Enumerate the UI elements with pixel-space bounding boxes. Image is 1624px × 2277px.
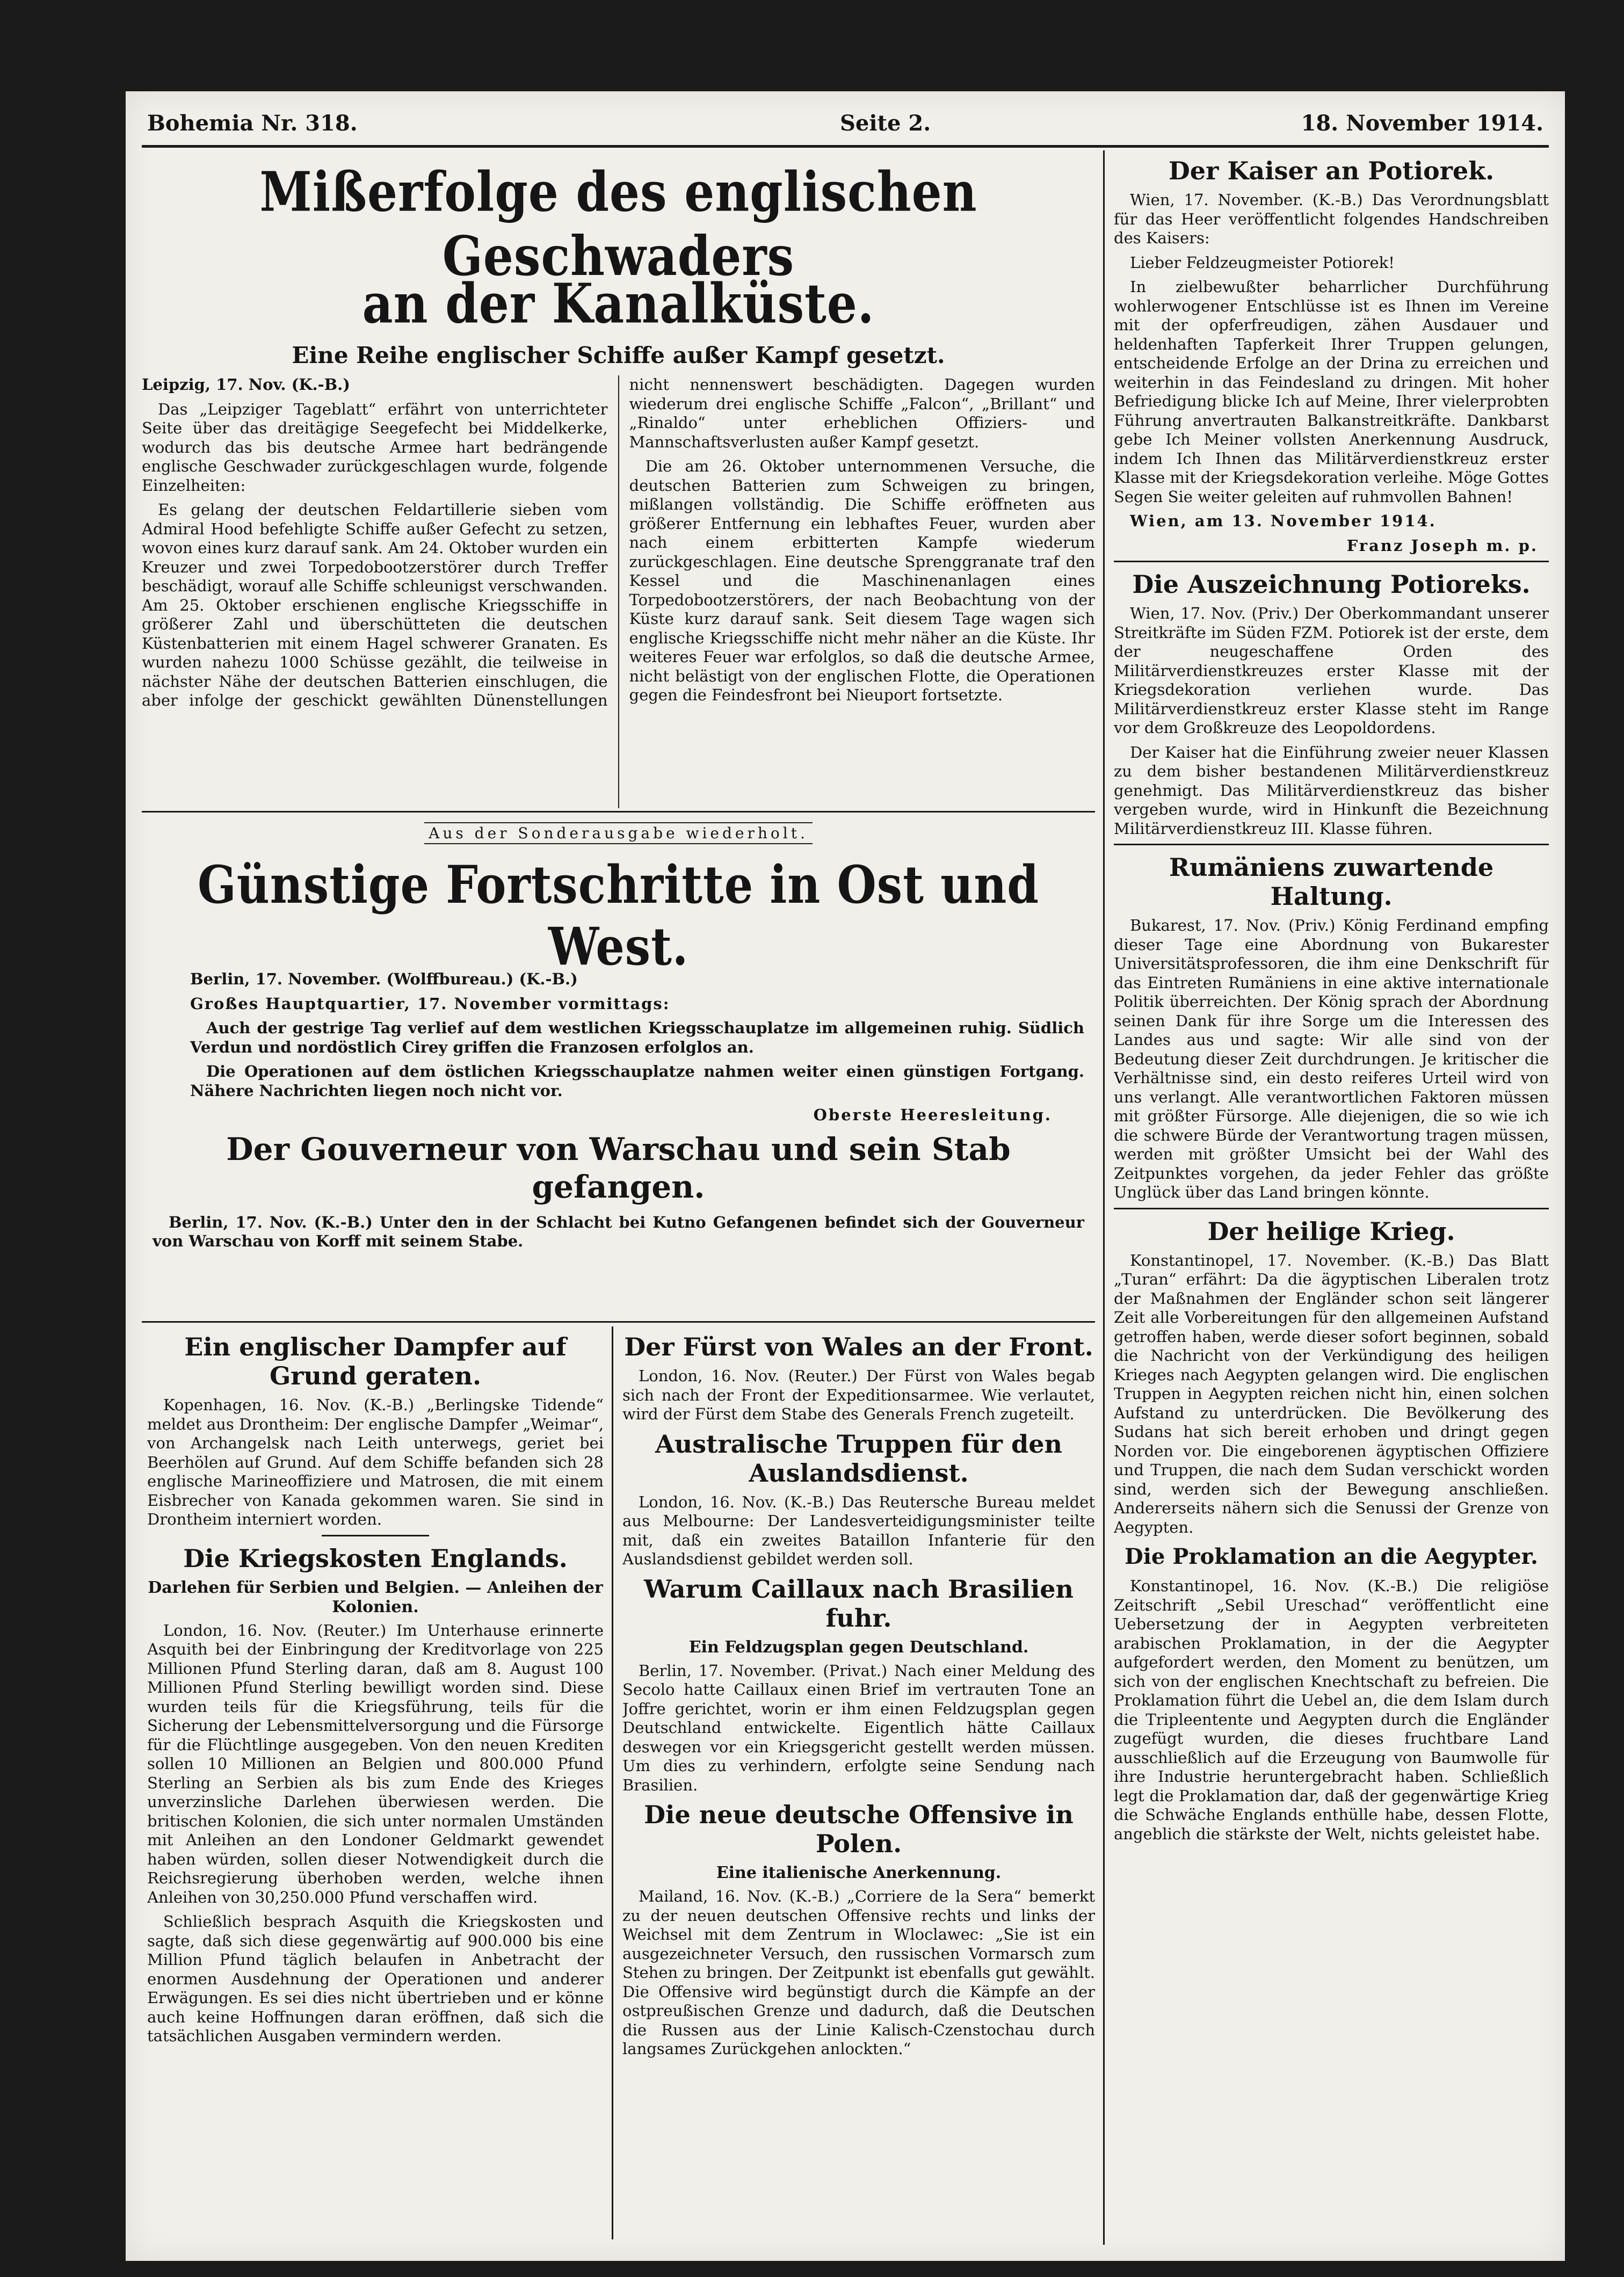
lead-paragraph-3: Die am 26. Oktober unternommenen Versuche, die deutschen Batterien zum Schweigen zu bringen, mißlangen vollständig. Die Schiffe eröffneten aus größerer Entfernung ein lebhaftes Feuer, wurden aber nach einem erbitterten Kampfe wiederum zurückgeschlagen. Eine deutsche Sprenggranate traf den Kessel und die Maschinenanlagen eines Torpedobootzerstörers, der nach Beobachtung von der Küste kurz darauf sank. Seit diesem Tage wagen sich englische Kriegsschiffe nicht mehr näher an die Küste. Ihr weiteres Feuer war erfolglos, so daß die deutsche Armee, nicht belästigt von der englischen Flotte, die Operationen gegen die Feindesfront bei Nieuport fortsetzte. bbox=[629, 457, 1095, 704]
kaiser-letter: In zielbewußter beharrlicher Durchführung wohlerwogener Entschlüsse ist es Ihnen im Vereine mit der opferfreudigen, zähen Ausdauer und heldenhaften Tapferkeit Ihrer Truppen gelungen, entscheidende Erfolge an der Drina zu erreichen und weiterhin in das Feindesland zu dringen. Mit hoher Befriedigung blicke Ich auf Meine, Ihrer vielerprobten Führung anvertrauten Balkanstreitkräfte. Dankbarst gebe Ich Meiner vollsten Anerkennung Ausdruck, indem Ich Ihnen das Militärverdienstkreuz erster Klasse mit der Kriegsdekoration verleihe. Möge Gottes Segen Sie weiter geleiten auf ruhmvollen Bahnen! bbox=[1114, 278, 1549, 506]
dampfer-text: Kopenhagen, 16. Nov. (K.-B.) „Berlingske Tidende“ meldet aus Drontheim: Der englische Dampfer „Weimar“, von Archangelsk nach Leith unterwegs, geriet bei Beerhölen auf Grund. Auf dem Schiffe befanden sich 28 englische Marineoffiziere und Matrosen, die mit einem Eisbrecher von Kanada gekommen waren. Sie sind in Drontheim interniert worden. bbox=[147, 1396, 604, 1528]
lead-headline-line1: Mißerfolge des englischen Geschwaders bbox=[259, 159, 977, 288]
lead-dateline: Leipzig, 17. Nov. (K.-B.) bbox=[142, 375, 351, 394]
special-paragraph-2: Die Operationen auf dem östlichen Kriegsschauplatze nahmen weiter einen günstigen Fortgang. Nähere Nachrichten liegen noch nicht vor. bbox=[190, 1062, 1084, 1100]
column-divider-right bbox=[1103, 150, 1105, 2245]
kriegskosten-paragraph-1: London, 16. Nov. (Reuter.) Im Unterhause erinnerte Asquith bei der Einbringung der Kreditvorlage von 225 Millionen Pfund Sterling daran, daß am 8. August 100 Millionen Pfund Sterling bewilligt worden sind. Diese wurden teils für die Kriegsführung, teils für die Sicherung der Lebensmittelversorgung und die Fürsorge für die Flüchtlinge ausgegeben. Von den neuen Krediten sollen 10 Millionen an Belgien und 800.000 Pfund Sterling an Serbien als bis zum Ende des Krieges unverzinsliche Darlehen überwiesen werden. Die britischen Kolonien, die sich unter normalen Umständen mit Anleihen an den Londoner Geldmarkt gewendet haben würden, sollen dieser Notwendigkeit durch die Reichsregierung überhoben werden, welche ihnen Anleihen von 30,250.000 Pfund verschaffen wird. bbox=[147, 1621, 604, 1906]
kriegskosten-paragraph-2: Schließlich besprach Asquith die Kriegskosten und sagte, daß sich diese gegenwärtig auf 900.000 bis eine Million Pfund täglich belaufen in Anbetracht der enormen Ausdehnung der Operationen und anderer Erwägungen. Es sei dies nicht übertrieben und er könne auch keine Hoffnungen daran eröffnen, daß sich die tatsächlichen Ausgaben vermindern werden. bbox=[147, 1912, 604, 2045]
dampfer-headline: Ein englischer Dampfer auf Grund geraten. bbox=[184, 1332, 567, 1390]
heiliger-krieg-text: Konstantinopel, 17. November. (K.-B.) Das Blatt „Turan“ erfährt: Da die ägyptischen Liberalen trotz der Maßnahmen der Engländer schon seit längerer Zeit alle Vorbereitungen für den allgemeinen Aufstand getroffen haben, werde dieser sofort beginnen, sobald die Nachricht von der Verkündigung des heiligen Krieges nach Aegypten gelangen wird. Die englischen Truppen in Aegypten reichen nicht hin, einen solchen Aufstand zu unterdrücken. Die Bevölkerung des Sudans hat sich bereit erhoben und dringt gegen Norden vor. Die eingeborenen ägyptischen Offiziere und Truppen, die nach dem Sudan verschickt worden sind, werden sich der Bewegung anschließen. Andererseits nähern sich die Senussi der Grenze von Aegypten. bbox=[1114, 1251, 1549, 1536]
caillaux-text: Berlin, 17. November. (Privat.) Nach einer Meldung des Secolo hatte Caillaux einen Brief im vertrauten Tone an Joffre gerichtet, worin er ihm einen Feldzugsplan gegen Deutschland entwickelte. Eigentlich hätte Caillaux deswegen vor ein Kriegsgericht gestellt werden müssen. Um dies zu verhindern, erfolgte seine Sendung nach Brasilien. bbox=[622, 1661, 1095, 1794]
auszeichnung-paragraph-1: Wien, 17. Nov. (Priv.) Der Oberkommandant unserer Streitkräfte im Süden FZM. Potiorek ist der erste, dem der neugeschaffene Orden des Militärverdienstkreuzes erster Klasse mit der Kriegsdekoration verliehen wurde. Das Militärverdienstkreuz erster Klasse steht im Range vor dem Großkreuze des Leopoldordens. bbox=[1114, 604, 1549, 737]
rumaenien-text: Bukarest, 17. Nov. (Priv.) König Ferdinand empfing dieser Tage eine Abordnung von Bukarester Universitätsprofessoren, die ihm eine Denkschrift für das Eintreten Rumäniens in eine aktive internationale Politik überreichten. Der König sprach der Abordnung seinen Dank für ihre Sorge um die Interessen des Landes aus und sagte: Wir alle sind von der Bedeutung dieser Zeit durchdrungen. Je kritischer die Verhältnisse sind, ein desto reiferes Urteil wird von uns verlangt. Alle verantwortlichen Faktoren müssen mit größter Fürsorge. Alle diejenigen, die so wie ich die schwere Bürde der Verantwortung tragen müssen, werden mit größter Umsicht bei der Wahl des Zeitpunktes vorgehen, da jeder Fehler das größte Unglück über das Land bringen könnte. bbox=[1114, 916, 1549, 1201]
issue-date: 18. November 1914. bbox=[1301, 111, 1543, 136]
rumaenien-headline: Rumäniens zuwartende Haltung. bbox=[1169, 853, 1494, 911]
special-signature: Oberste Heeresleitung. bbox=[813, 1106, 1052, 1124]
separator bbox=[1114, 1208, 1549, 1209]
kaiser-place-date: Wien, am 13. November 1914. bbox=[1130, 512, 1437, 530]
caillaux-subheadline: Ein Feldzugsplan gegen Deutschland. bbox=[688, 1637, 1029, 1657]
separator bbox=[1114, 561, 1549, 562]
offensive-subheadline: Eine italienische Anerkennung. bbox=[716, 1863, 1002, 1882]
offensive-text: Mailand, 16. Nov. (K.-B.) „Corriere de la Sera“ bemerkt zu der neuen deutschen Offensive rechts und links der Weichsel mit dem Zentrum in Wloclawec: „Sie ist ein ausgezeichneter Versuch, den russischen Vormarsch zum Stehen zu bringen. Der Zeitpunkt ist ebenfalls gut gewählt. Die Offensive wird begünstigt durch die Kämpfe an der ostpreußischen Grenze und dadurch, daß die Deutschen die Russen aus der Linie Kalisch-Czenstochau durch langsames Zurückgehen anlockten.“ bbox=[622, 1887, 1095, 2058]
special-edition bbox=[142, 819, 1095, 1313]
kaiser-signature: Franz Joseph m. p. bbox=[1346, 536, 1538, 555]
special-dateline: Berlin, 17. November. (Wolffbureau.) (K.-B.) bbox=[190, 970, 578, 988]
special-hq-line: Großes Hauptquartier, 17. November vormittags: bbox=[190, 994, 670, 1013]
special-paragraph-1: Auch der gestrige Tag verlief auf dem westlichen Kriegsschauplatze im allgemeinen ruhig. Südlich Verdun und nordöstlich Cirey griffen die Franzosen erfolglos an. bbox=[190, 1019, 1084, 1056]
wales-text: London, 16. Nov. (Reuter.) Der Fürst von Wales begab sich nach der Front der Expeditionsarmee. Wie verlautet, wird der Fürst dem Stabe des Generals French zugeteilt. bbox=[622, 1367, 1095, 1423]
kaiser-intro: Wien, 17. November. (K.-B.) Das Verordnungsblatt für das Heer veröffentlicht folgendes Handschreiben des Kaisers: bbox=[1114, 191, 1549, 247]
special-edition-label: Aus der Sonderausgabe wiederholt. bbox=[424, 822, 813, 844]
offensive-headline: Die neue deutsche Offensive in Polen. bbox=[644, 1800, 1074, 1858]
caillaux-headline: Warum Caillaux nach Brasilien fuhr. bbox=[643, 1574, 1074, 1633]
governor-headline: Der Gouverneur von Warschau und sein Stab gefangen. bbox=[226, 1130, 1011, 1205]
lead-paragraph-2: Es gelang der deutschen Feldartillerie sieben vom Admiral Hood befehligte Schiffe außer Gefecht zu setzen, wovon eines kurz darauf sank. Am 24. Oktober wurden ein Kreuzer und zwei Torpedobootzerstörer durch Treffer beschädigt, worauf alle Schiffe schleunigst verschwanden. Am 25. Oktober erschienen englische Kriegsschiffe in größerer Zahl und überschütteten die deutschen Küstenbatterien mit einem Hagel schwerer Granaten. Es wurden nahezu 1000 Schüsse gezählt, die teilweise in nächster Nähe der deutschen Batterien einschlugen, die aber infolge der geschickt gewählten Dünenstellungen nicht nennenswert beschädigten. Dagegen wurden wiederum drei englische Schiffe „Falcon“, „Brillant“ und „Rinaldo“ unter erheblichen Offiziers- und Mannschaftsverlusten außer Kampf gesetzt. bbox=[142, 375, 1095, 709]
special-headline: Günstige Fortschritte in Ost und West. bbox=[197, 854, 1039, 977]
masthead-rule bbox=[142, 145, 1549, 148]
proklamation-text: Konstantinopel, 16. Nov. (K.-B.) Die religiöse Zeitschrift „Sebil Ureschad“ veröffentlicht eine Uebersetzung der in Aegypten verbreiteten arabischen Proklamation, in der die Aegypter aufgefordert werden, den Moment zu benützen, um sich von der englischen Knechtschaft zu befreien. Die Proklamation führt die Uebel an, die dem Islam durch die Tripleentente und Aegypten durch die Engländer zugefügt wurden, die dieses fruchtbare Land ausschließlich auf die Erzeugung von Baumwolle für ihre Industrie heruntergebracht haben. Schließlich legt die Proklamation dar, daß der gegenwärtige Krieg die Schwäche Englands enthülle habe, dessen Flotte, angeblich die stärkste der Welt, nichts geleistet habe. bbox=[1114, 1577, 1549, 1843]
column-a bbox=[147, 1329, 604, 2253]
auszeichnung-headline: Die Auszeichnung Potioreks. bbox=[1132, 570, 1531, 599]
newspaper-page bbox=[126, 91, 1565, 2261]
proklamation-headline: Die Proklamation an die Aegypter. bbox=[1125, 1544, 1538, 1569]
masthead bbox=[142, 106, 1549, 144]
australia-text: London, 16. Nov. (K.-B.) Das Reutersche Bureau meldet aus Melbourne: Der Landesverteidigungsminister teilte mit, daß ein zweites Bataillon Infanterie für den Auslandsdienst gebildet werden soll. bbox=[622, 1492, 1095, 1568]
lead-subheadline: Eine Reihe englischer Schiffe außer Kampf gesetzt. bbox=[292, 342, 945, 368]
column-c bbox=[1114, 153, 1549, 2247]
kaiser-headline: Der Kaiser an Potiorek. bbox=[1168, 156, 1495, 185]
column-b bbox=[622, 1329, 1095, 2253]
kriegskosten-headline: Die Kriegskosten Englands. bbox=[183, 1543, 568, 1573]
lead-story bbox=[142, 153, 1095, 808]
lead-headline-line2: an der Kanalküste. bbox=[362, 271, 875, 336]
heiliger-krieg-headline: Der heilige Krieg. bbox=[1207, 1216, 1455, 1246]
column-divider-middle bbox=[612, 1326, 613, 2239]
wales-headline: Der Fürst von Wales an der Front. bbox=[624, 1332, 1093, 1361]
lead-body bbox=[142, 375, 1095, 808]
governor-text: Berlin, 17. Nov. (K.-B.) Unter den in der Schlacht bei Kutno Gefangenen befindet sich der Gouverneur von Warschau von Korff mit seinem Stabe. bbox=[153, 1213, 1084, 1250]
kriegskosten-subheadline: Darlehen für Serbien und Belgien. — Anleihen der Kolonien. bbox=[148, 1578, 603, 1616]
separator bbox=[1114, 844, 1549, 845]
lead-bottom-rule bbox=[142, 811, 1095, 813]
auszeichnung-paragraph-2: Der Kaiser hat die Einführung zweier neuer Klassen zu dem bisher bestandenen Militärverdienstkreuz genehmigt. Das Militärverdienstkreuz das bisher vergeben wurde, wird in Hinkunft die Bezeichnung Militärverdienstkreuz III. Klasse führen. bbox=[1114, 743, 1549, 838]
lead-paragraph-1: Das „Leipziger Tageblatt“ erfährt von unterrichteter Seite über das dreitägige Seegefecht bei Middelkerke, wodurch das bis deutsche Armee hart bedrängende englische Geschwader zurückgeschlagen wurde, folgende Einzelheiten: bbox=[142, 400, 608, 495]
australia-headline: Australische Truppen für den Auslandsdienst. bbox=[655, 1429, 1062, 1488]
issue-number: Bohemia Nr. 318. bbox=[147, 111, 358, 136]
page-number: Seite 2. bbox=[840, 111, 931, 136]
kaiser-salutation: Lieber Feldzeugmeister Potiorek! bbox=[1130, 253, 1395, 272]
special-bottom-rule bbox=[142, 1321, 1095, 1323]
separator bbox=[322, 1535, 429, 1536]
